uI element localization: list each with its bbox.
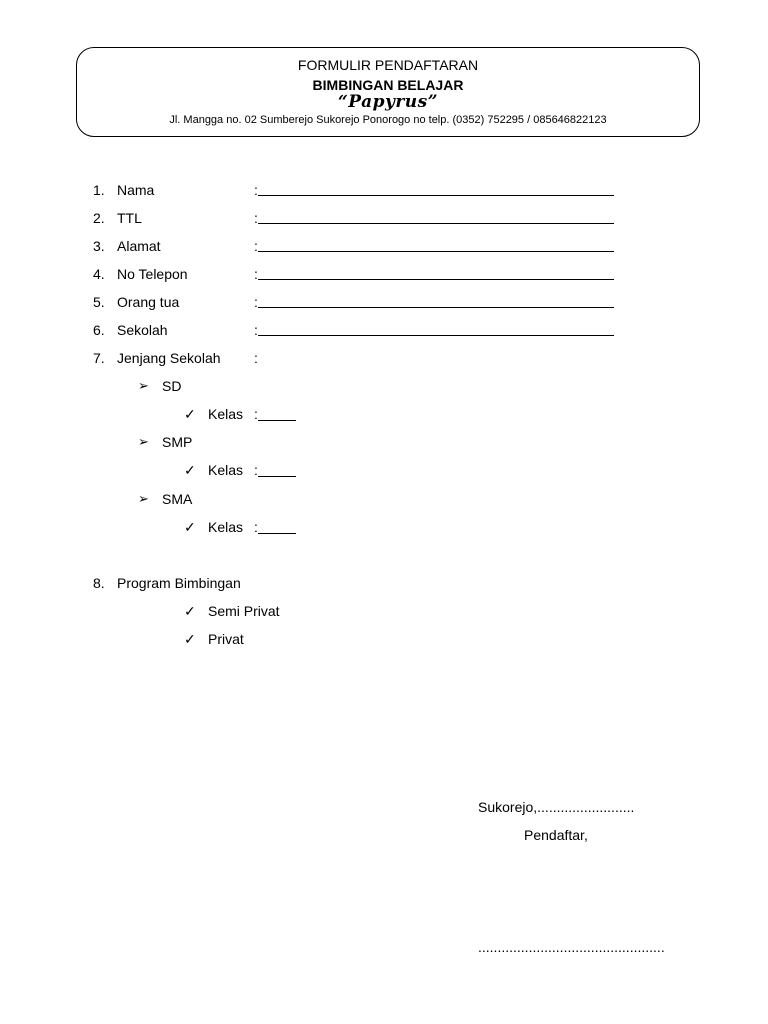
checkmark-icon: ✓ xyxy=(184,462,196,478)
field-nama xyxy=(0,181,768,199)
checkmark-icon: ✓ xyxy=(184,603,196,619)
field-number: 7. xyxy=(93,350,105,366)
kelas-label: Kelas xyxy=(208,406,244,422)
kelas-sma xyxy=(0,518,768,536)
field-number: 5. xyxy=(93,294,105,310)
field-input-line[interactable] xyxy=(258,251,614,252)
field-colon: : xyxy=(254,350,258,366)
field-alamat xyxy=(0,237,768,255)
header-subtitle: BIMBINGAN BELAJAR xyxy=(312,77,464,93)
field-program-bimbingan xyxy=(0,574,768,592)
field-colon: : xyxy=(254,210,258,226)
kelas-colon: : xyxy=(254,462,258,478)
field-number: 2. xyxy=(93,210,105,226)
kelas-colon: : xyxy=(254,519,258,535)
field-input-line[interactable] xyxy=(258,195,614,196)
kelas-input-line[interactable] xyxy=(258,476,296,477)
field-orang-tua xyxy=(0,293,768,311)
level-smp xyxy=(0,433,768,451)
field-colon: : xyxy=(254,182,258,198)
level-label: SD xyxy=(162,378,182,394)
signature-place-date[interactable]: Sukorejo,......................... xyxy=(478,799,635,815)
level-sd xyxy=(0,377,768,395)
field-colon: : xyxy=(254,322,258,338)
field-label: Alamat xyxy=(117,238,161,254)
field-number: 8. xyxy=(93,575,105,591)
kelas-input-line[interactable] xyxy=(258,420,296,421)
kelas-label: Kelas xyxy=(208,462,244,478)
field-number: 1. xyxy=(93,182,105,198)
field-colon: : xyxy=(254,294,258,310)
checkmark-icon: ✓ xyxy=(184,519,196,535)
program-option-label: Semi Privat xyxy=(208,603,280,619)
signature-name-line[interactable]: ................................................ xyxy=(478,939,665,955)
field-label: No Telepon xyxy=(117,266,188,282)
kelas-sd xyxy=(0,405,768,423)
level-label: SMA xyxy=(162,491,193,507)
program-option-semi-privat[interactable] xyxy=(0,602,768,620)
field-label: Program Bimbingan xyxy=(117,575,241,591)
field-ttl xyxy=(0,209,768,227)
signature-role: Pendaftar, xyxy=(524,827,588,843)
field-number: 6. xyxy=(93,322,105,338)
field-label: TTL xyxy=(117,210,142,226)
program-option-label: Privat xyxy=(208,631,244,647)
program-option-privat[interactable] xyxy=(0,630,768,648)
arrow-bullet-icon: ➢ xyxy=(138,434,149,449)
kelas-smp xyxy=(0,461,768,479)
kelas-label: Kelas xyxy=(208,519,244,535)
field-label: Orang tua xyxy=(117,294,180,310)
arrow-bullet-icon: ➢ xyxy=(138,491,149,506)
form-header xyxy=(76,47,700,137)
field-no-telepon xyxy=(0,265,768,283)
header-address: Jl. Mangga no. 02 Sumberejo Sukorejo Ponorogo no telp. (0352) 752295 / 085646822123 xyxy=(169,114,607,126)
field-input-line[interactable] xyxy=(258,223,614,224)
arrow-bullet-icon: ➢ xyxy=(138,378,149,393)
header-title: FORMULIR PENDAFTARAN xyxy=(297,57,479,73)
field-number: 3. xyxy=(93,238,105,254)
checkmark-icon: ✓ xyxy=(184,631,196,647)
level-sma xyxy=(0,490,768,508)
field-input-line[interactable] xyxy=(258,279,614,280)
field-number: 4. xyxy=(93,266,105,282)
kelas-input-line[interactable] xyxy=(258,533,296,534)
field-label: Nama xyxy=(117,182,155,198)
field-input-line[interactable] xyxy=(258,335,614,336)
field-label: Sekolah xyxy=(117,322,168,338)
field-jenjang-sekolah xyxy=(0,349,768,367)
field-sekolah xyxy=(0,321,768,339)
field-input-line[interactable] xyxy=(258,307,614,308)
kelas-colon: : xyxy=(254,406,258,422)
field-label: Jenjang Sekolah xyxy=(117,350,221,366)
level-label: SMP xyxy=(162,434,193,450)
checkmark-icon: ✓ xyxy=(184,406,196,422)
field-colon: : xyxy=(254,266,258,282)
field-colon: : xyxy=(254,238,258,254)
brand-name: “Papyrus” xyxy=(337,92,439,112)
